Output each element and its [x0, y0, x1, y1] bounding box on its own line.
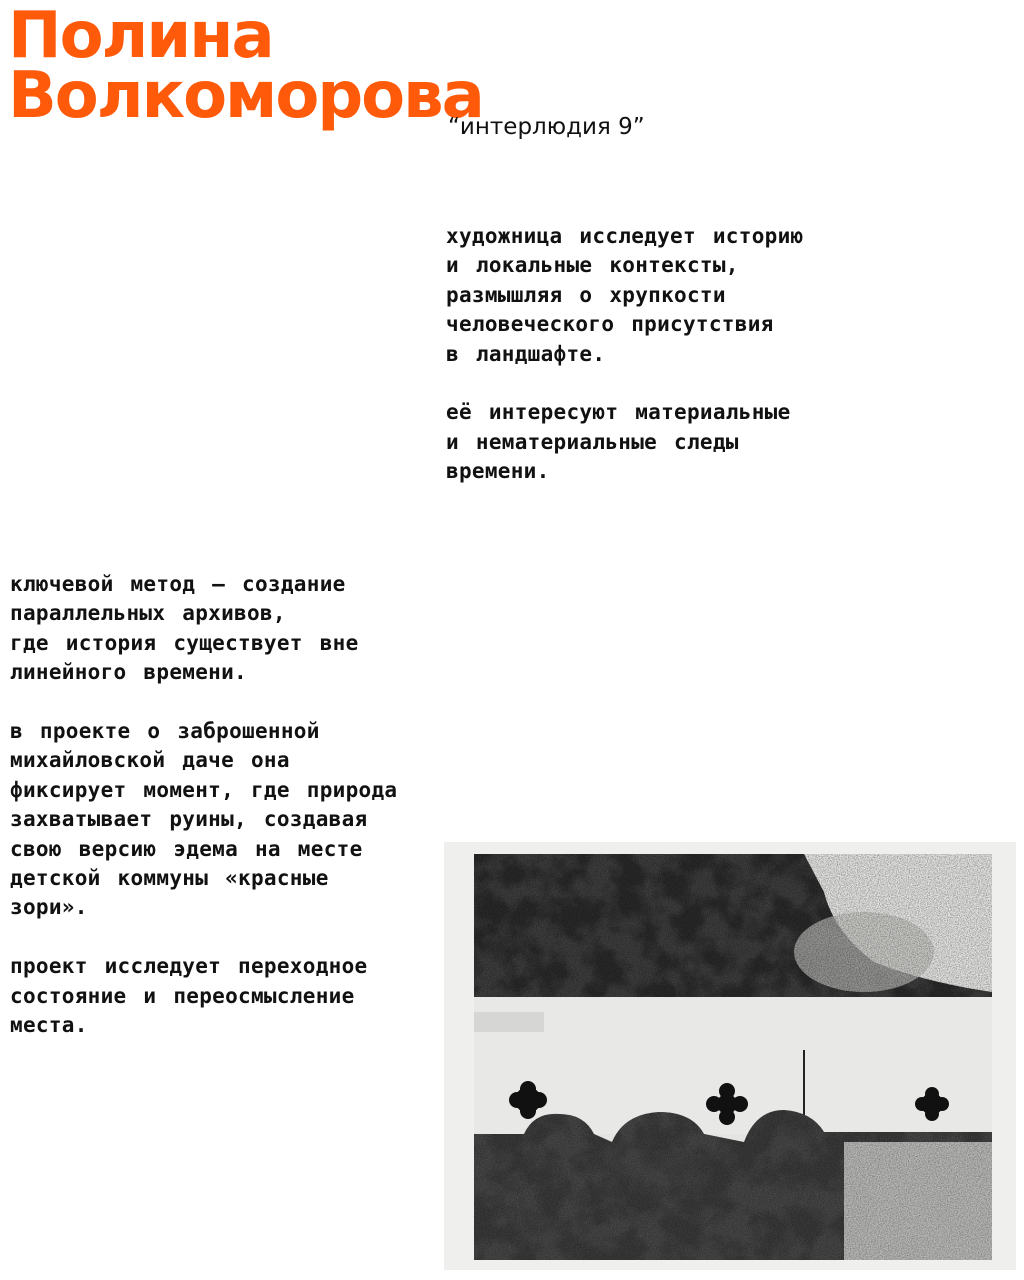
description-line: где история существует вне	[10, 630, 359, 655]
description-line: параллельных архивов,	[10, 601, 286, 626]
description-paragraph	[10, 717, 397, 923]
bio-paragraph	[446, 222, 803, 369]
description-line: ключевой метод — создание	[10, 572, 346, 596]
description-paragraph	[10, 570, 397, 688]
description-line: зори».	[10, 895, 88, 920]
description-line: в проекте о заброшенной	[10, 719, 320, 744]
description-line: михайловской даче она	[10, 748, 290, 773]
bio-line: размышляя о хрупкости	[446, 282, 726, 307]
monoprint-artwork-icon	[444, 842, 1016, 1270]
bio-line: её интересуют материальные	[446, 400, 791, 425]
description-line: фиксирует момент, где природа	[10, 777, 398, 802]
description-line: захватывает руины, создавая	[10, 807, 368, 832]
bio-line: в ландшафте.	[446, 341, 606, 366]
artist-name	[8, 0, 483, 133]
bio-line: и локальные контексты,	[446, 253, 739, 278]
artist-name-line1: Полина	[8, 0, 273, 73]
description-paragraph	[10, 952, 397, 1040]
bio-line: человеческого присутствия	[446, 312, 774, 337]
artwork-print	[444, 842, 1016, 1270]
description-line: свою версию эдема на месте	[10, 836, 363, 861]
bio-line: художница исследует историю	[446, 224, 804, 248]
description-line: проект исследует переходное	[10, 954, 368, 979]
project-description-left	[10, 570, 397, 1040]
description-line: детской коммуны «красные	[10, 866, 329, 891]
bio-line: времени.	[446, 459, 550, 484]
bio-line: и нематериальные следы	[446, 429, 739, 454]
bio-paragraph	[446, 398, 803, 486]
description-line: состояние и переосмысление	[10, 983, 355, 1008]
artist-bio-right	[446, 222, 803, 487]
project-title: “интерлюдия 9”	[448, 114, 645, 140]
description-line: места.	[10, 1013, 88, 1038]
description-line: линейного времени.	[10, 660, 247, 685]
artist-name-line2: Волкоморова	[8, 59, 483, 133]
